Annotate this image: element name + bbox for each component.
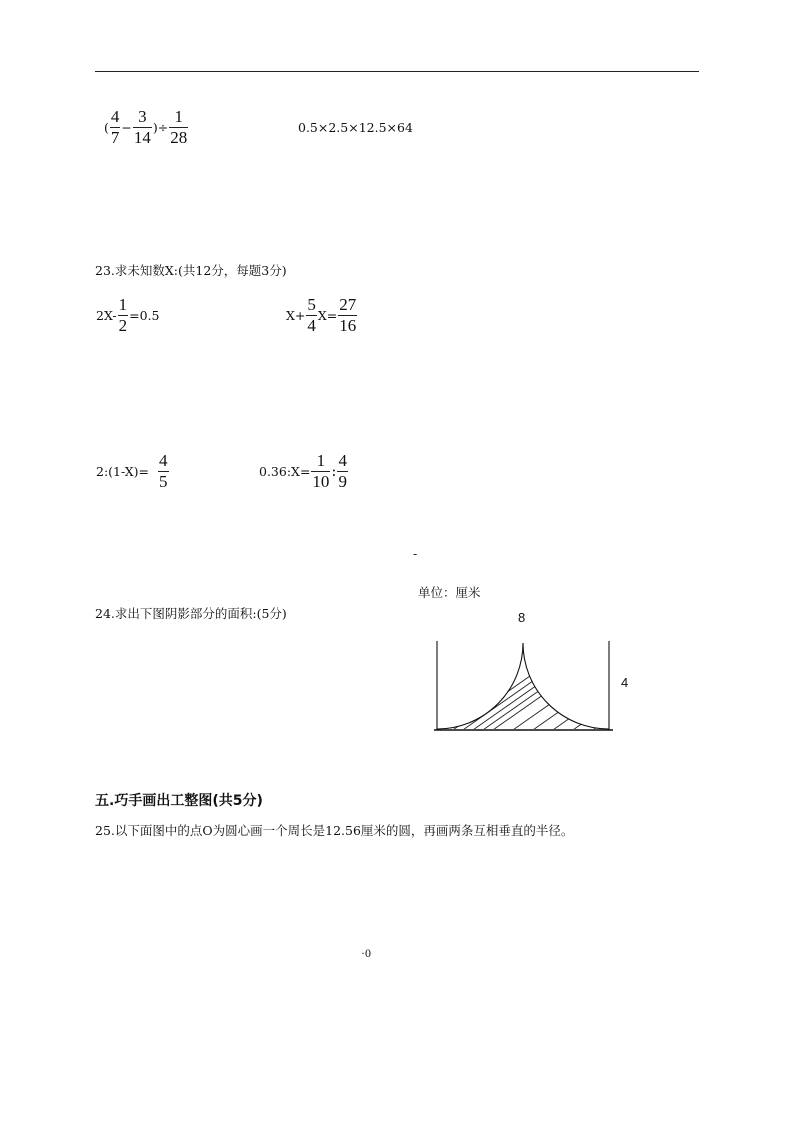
fraction [311,451,330,491]
q25-text: 25.以下面图中的点O为圆心画一个周长是12.56厘米的圆，再画两条互相垂直的半径。 [95,823,574,838]
equation-middle: X= [317,307,338,323]
q23-equation-4 [258,451,348,491]
numerator: 3 [133,107,152,128]
denominator: 10 [312,471,330,491]
denominator: 5 [159,471,168,491]
ratio-colon: : [331,462,337,481]
right-paren-divide: )÷ [152,119,169,135]
header-rule [95,71,699,72]
left-quarter-arc [437,643,523,729]
fraction [338,295,357,335]
numerator: 1 [311,451,330,472]
denominator: 28 [170,127,188,147]
shaded-area-figure [430,636,616,736]
stray-dash: - [413,546,418,561]
numerator: 1 [118,295,128,314]
denominator: 9 [338,471,347,491]
numerator: 27 [339,295,357,314]
denominator: 16 [339,315,357,335]
fraction [306,295,317,335]
q22-expression-1 [103,107,188,147]
fraction [337,451,348,491]
equation-prefix: 0.36:X= [259,463,311,479]
unit-label: 单位：厘米 [418,585,481,600]
denominator: 2 [118,315,128,335]
numerator: 4 [338,451,347,470]
minus-sign: − [121,119,132,135]
section-5-heading: 五.巧手画出工整图(共5分) [95,793,263,809]
fraction [118,295,129,335]
width-label: 8 [518,610,526,625]
numerator: 4 [110,107,120,126]
equation-prefix: 2X- [96,307,117,323]
q23-equation-2 [285,295,357,335]
q23-equation-3 [95,451,169,491]
left-paren: ( [104,119,109,135]
equation-prefix: 2:(1-X)= [96,463,150,479]
equation-prefix: X+ [286,307,306,323]
right-quarter-arc [523,643,609,729]
q22-expression-2: 0.5×2.5×12.5×64 [298,120,413,135]
numerator: 1 [169,107,188,128]
fraction [133,107,152,147]
fraction [110,107,121,147]
fraction [158,451,169,491]
equation-suffix: =0.5 [129,307,160,323]
height-label: 4 [621,675,629,690]
denominator: 7 [110,127,120,147]
denominator: 4 [307,315,316,335]
q23-title: 23.求未知数X:(共12分，每题3分) [95,263,287,278]
numerator: 5 [307,295,316,314]
q23-equation-1 [95,295,161,335]
fraction [169,107,188,147]
center-point-label: ·0 [361,946,371,960]
q24-title: 24.求出下图阴影部分的面积:(5分) [95,606,287,621]
numerator: 4 [159,451,168,470]
denominator: 14 [133,127,151,147]
